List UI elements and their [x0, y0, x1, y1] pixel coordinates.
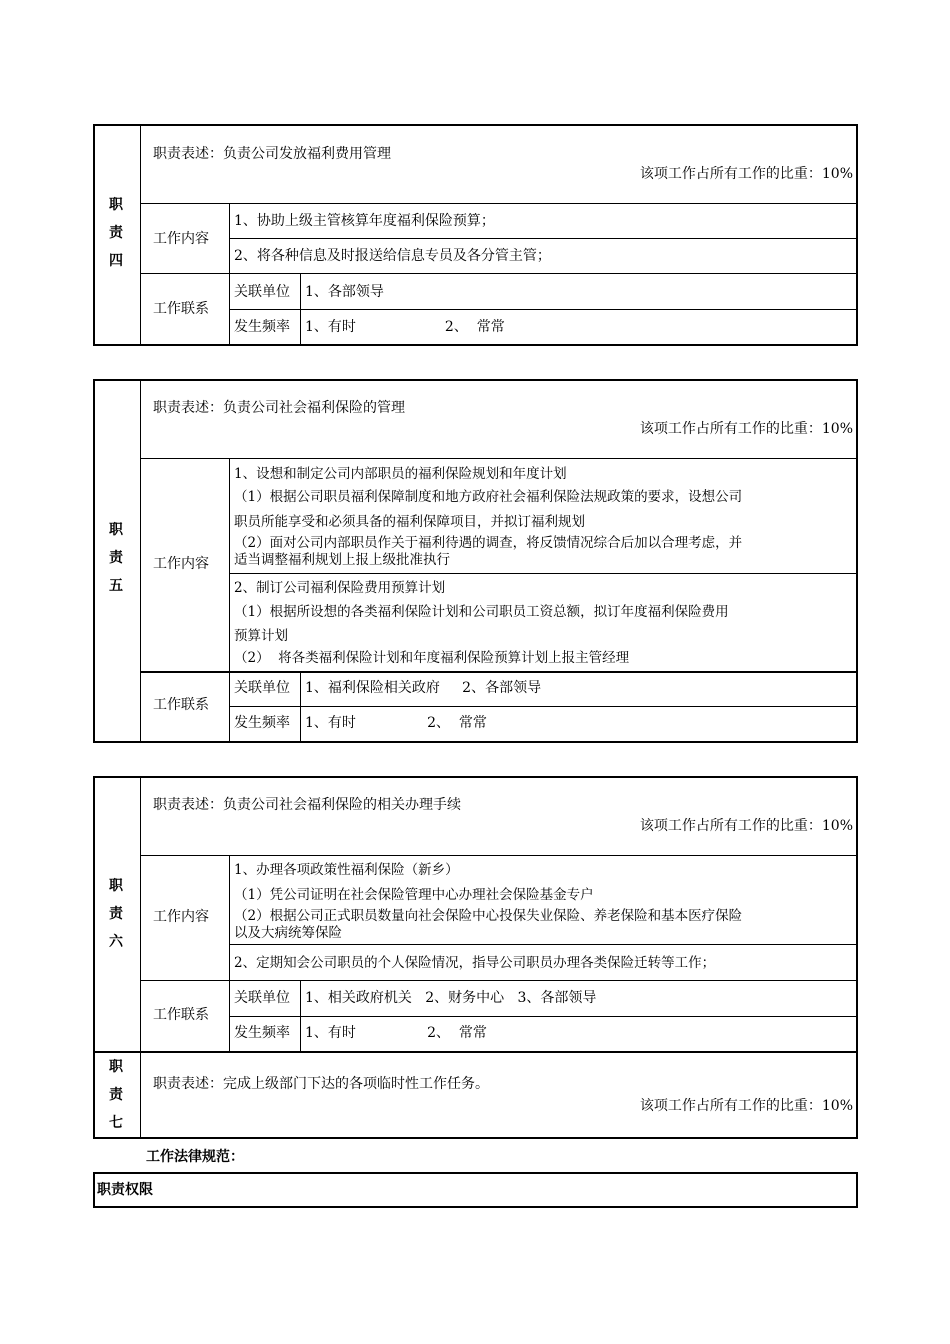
duty5-content-item: 职员所能享受和必须具备的福利保障项目，并拟订福利规划: [234, 514, 585, 530]
duty4-statement: 职责表述：负责公司发放福利费用管理: [153, 146, 391, 162]
duty5-ratio: 该项工作占所有工作的比重：10%: [639, 421, 853, 437]
duty5-content-item: （2）面对公司内部职员作关于福利待遇的调查，将反馈情况综合后加以合理考虑，并: [234, 535, 743, 551]
duty5-content-item: （1）根据所设想的各类福利保险计划和公司职员工资总额，拟订年度福利保险费用: [234, 604, 729, 620]
duty5-unit-label: 关联单位: [234, 680, 290, 696]
duty5-unit-value: 1、福利保险相关政府 2、各部领导: [305, 680, 542, 696]
authority-box: [93, 1172, 858, 1208]
duty6-label: 职 责 六: [109, 878, 123, 950]
duty5-statement: 职责表述：负责公司社会福利保险的管理: [153, 400, 405, 416]
duty6-content-item: 以及大病统筹保险: [234, 925, 342, 941]
duty7-ratio: 该项工作占所有工作的比重：10%: [639, 1098, 853, 1114]
duty6-ratio: 该项工作占所有工作的比重：10%: [639, 818, 853, 834]
duty7-label: 职 责 七: [109, 1059, 123, 1131]
duty5-freq-value: 1、有时 2、 常常: [305, 715, 487, 731]
duty6-content-item: （1）凭公司证明在社会保险管理中心办理社会保险基金专户: [234, 887, 594, 903]
duty5-content-item: （2） 将各类福利保险计划和年度福利保险预算计划上报主管经理: [234, 650, 630, 666]
duty4-freq-label: 发生频率: [234, 319, 290, 335]
duty4-label: 职 责 四: [109, 197, 123, 269]
duty6-unit-value: 1、相关政府机关 2、财务中心 3、各部领导: [305, 990, 597, 1006]
duty5-label: 职 责 五: [109, 522, 123, 594]
duty7-statement: 职责表述：完成上级部门下达的各项临时性工作任务。: [153, 1076, 489, 1092]
legal-norms-heading: 工作法律规范：: [146, 1149, 244, 1165]
duty5-content-item: 预算计划: [234, 628, 288, 644]
duty4-content-item: 2、将各种信息及时报送给信息专员及各分管主管；: [234, 248, 551, 264]
duty4-content-label: 工作内容: [153, 231, 209, 247]
duty5-freq-label: 发生频率: [234, 715, 290, 731]
duty5-content-label: 工作内容: [153, 556, 209, 572]
duty6-content-label: 工作内容: [153, 909, 209, 925]
duty5-content-item: 2、制订公司福利保险费用预算计划: [234, 580, 446, 596]
duty6-contact-label: 工作联系: [153, 1007, 209, 1023]
duty6-content-item: 1、办理各项政策性福利保险（新乡）: [234, 862, 459, 878]
duty5-content-item: 1、设想和制定公司内部职员的福利保险规划和年度计划: [234, 466, 567, 482]
duty5-content-item: 适当调整福利规划上报上级批准执行: [234, 552, 450, 568]
duty4-contact-label: 工作联系: [153, 301, 209, 317]
duty4-unit-label: 关联单位: [234, 284, 290, 300]
duty5-content-item: （1）根据公司职员福利保障制度和地方政府社会福利保险法规政策的要求，设想公司: [234, 489, 743, 505]
duty4-freq-value: 1、有时 2、 常常: [305, 319, 505, 335]
authority-heading: 职责权限: [97, 1182, 153, 1198]
duty6-unit-label: 关联单位: [234, 990, 290, 1006]
duty4-unit-value: 1、各部领导: [305, 284, 384, 300]
duty6-freq-value: 1、有时 2、 常常: [305, 1025, 487, 1041]
duty6-content-item: 2、定期知会公司职员的个人保险情况，指导公司职员办理各类保险迁转等工作；: [234, 955, 716, 971]
duty6-content-item: （2）根据公司正式职员数量向社会保险中心投保失业保险、养老保险和基本医疗保险: [234, 908, 743, 924]
duty6-freq-label: 发生频率: [234, 1025, 290, 1041]
duty4-ratio: 该项工作占所有工作的比重：10%: [639, 166, 853, 182]
duty6-statement: 职责表述：负责公司社会福利保险的相关办理手续: [153, 797, 461, 813]
duty4-content-item: 1、协助上级主管核算年度福利保险预算；: [234, 213, 495, 229]
duty5-contact-label: 工作联系: [153, 697, 209, 713]
